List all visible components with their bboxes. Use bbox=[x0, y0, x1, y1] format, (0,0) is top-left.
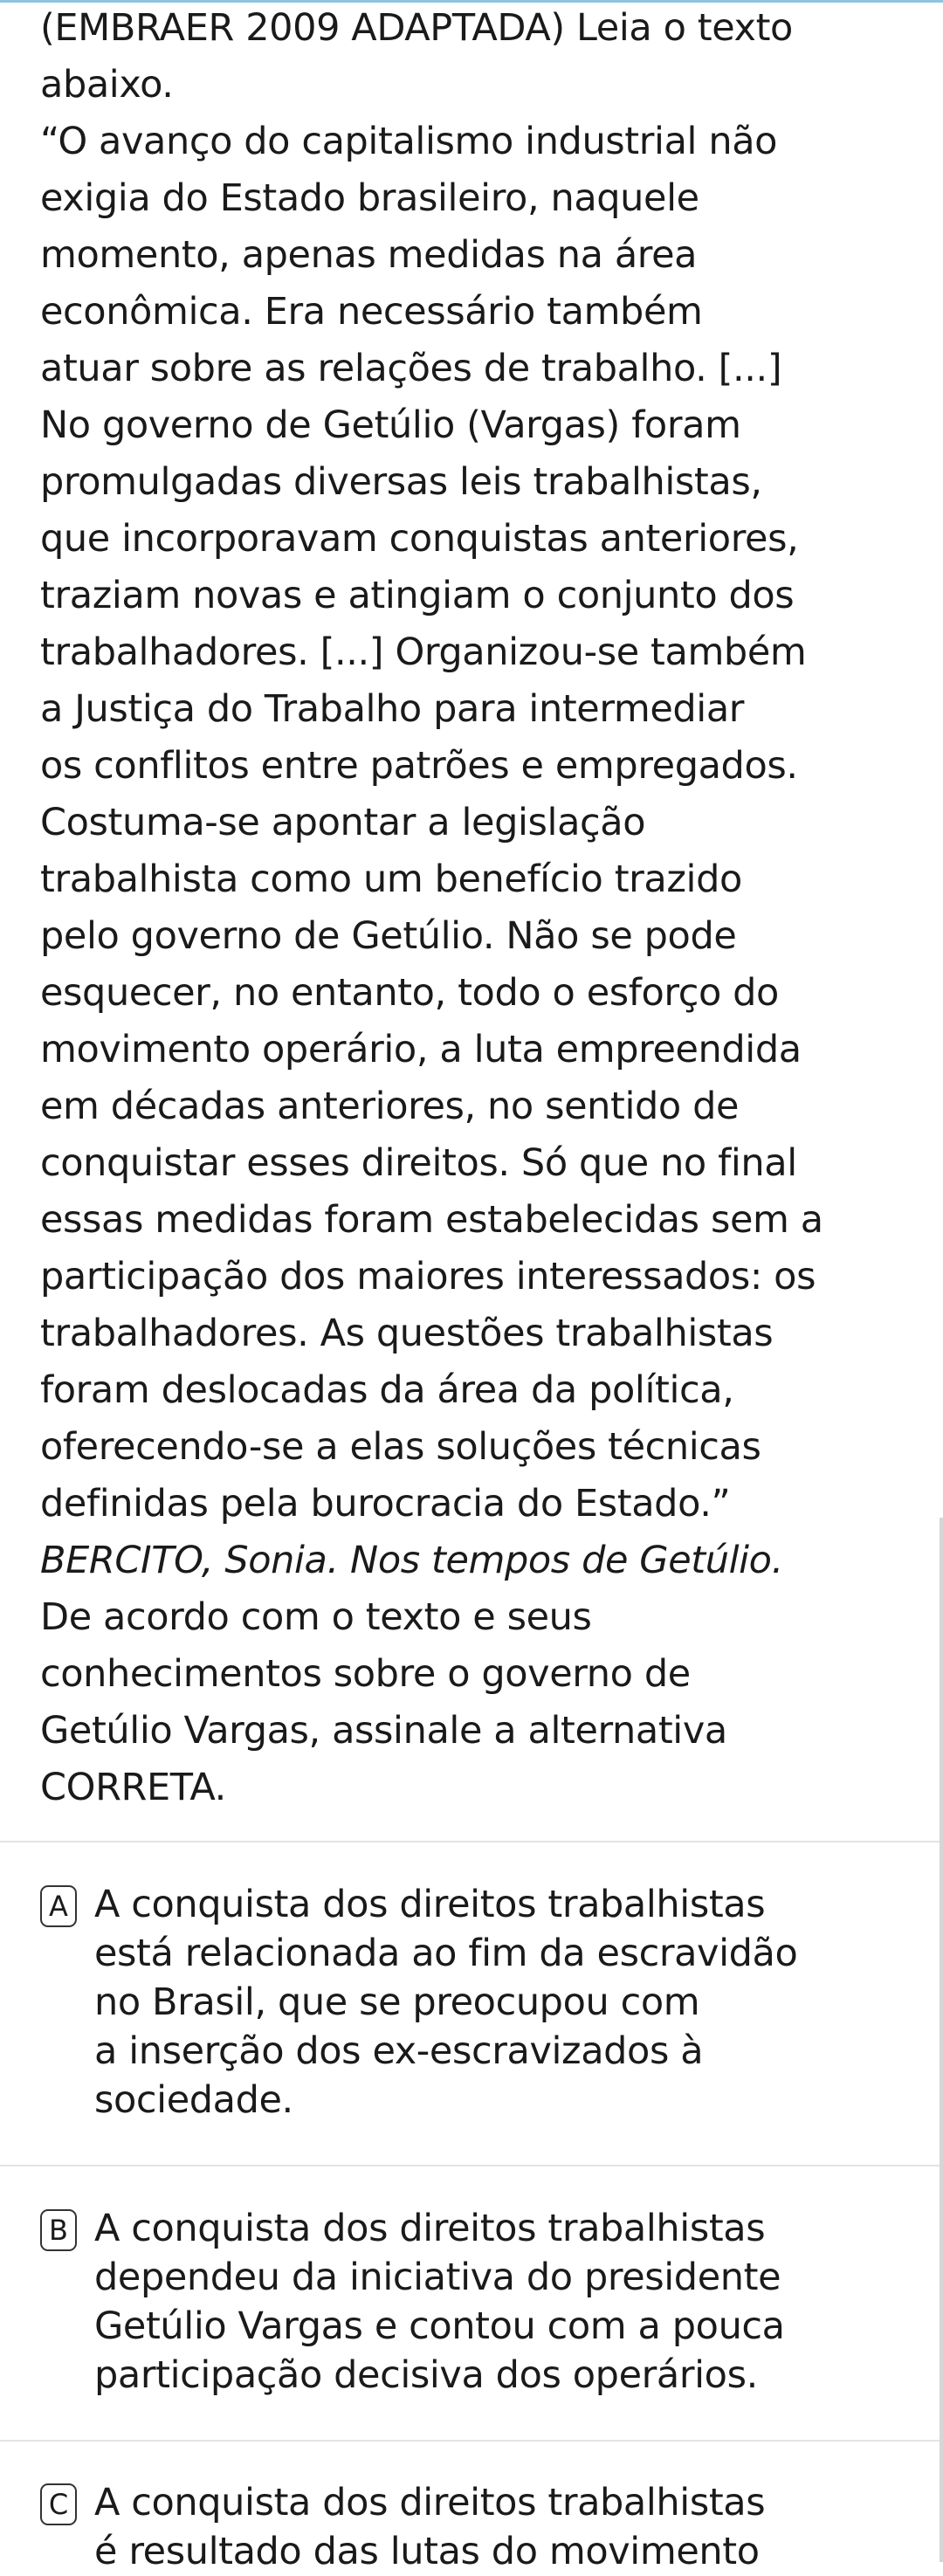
option-c[interactable] bbox=[40, 2478, 913, 2576]
option-b[interactable] bbox=[40, 2204, 913, 2400]
option-c-text: A conquista dos direitos trabalhistas é resultado das lutas do movimento bbox=[94, 2481, 766, 2573]
question-source: BERCITO, Sonia. Nos tempos de Getúlio. bbox=[40, 1539, 783, 1582]
divider bbox=[0, 2165, 943, 2166]
option-letter-badge: C bbox=[40, 2483, 77, 2525]
option-a-text: A conquista dos direitos trabalhistas está relacionada ao fim da escravidão no Brasil, que se preocupou com a inserção dos ex-escravizados à sociedade. bbox=[94, 1883, 798, 2122]
question-passage: “O avanço do capitalismo industrial não exigia do Estado brasileiro, naquele momento, apenas medidas na área econômica. Era necessário também atuar sobre as relações de trabalho. [...] No governo de Getúlio (Vargas) foram promulgadas diversas leis trabalhistas, que incorporavam conquistas anteriores, traziam novas e atingiam o conjunto dos trabalhadores. [...] Organizou-se também a Justiça do Trabalho para intermediar os conflitos entre patrões e empregados. Costuma-se apontar a legislação trabalhista como um benefício trazido pelo governo de Getúlio. Não se pode esquecer, no entanto, todo o esforço do movimento operário, a luta empreendida em décadas anteriores, no sentido de conquistar esses direitos. Só que no final essas medidas foram estabelecidas sem a participação dos maiores interessados: os trabalhadores. As questões trabalhistas foram deslocadas da área da política, oferecendo-se a elas soluções técnicas definidas pela burocracia do Estado.” bbox=[40, 120, 823, 1526]
option-b-text: A conquista dos direitos trabalhistas dependeu da iniciativa do presidente Getúlio Vargas e contou com a pouca participação decisiva dos operários. bbox=[94, 2207, 785, 2397]
question-header: (EMBRAER 2009 ADAPTADA) Leia o texto abaixo. bbox=[40, 6, 793, 107]
option-letter-badge: B bbox=[40, 2209, 77, 2251]
option-a[interactable] bbox=[40, 1880, 913, 2125]
divider bbox=[0, 1841, 943, 1842]
scrollbar-track[interactable] bbox=[940, 1518, 943, 2562]
option-letter-badge: A bbox=[40, 1885, 77, 1927]
question-block bbox=[40, 0, 913, 1816]
question-prompt: De acordo com o texto e seus conhecimentos sobre o governo de Getúlio Vargas, assinale a alternativa CORRETA. bbox=[40, 1595, 727, 1809]
divider bbox=[0, 2440, 943, 2442]
